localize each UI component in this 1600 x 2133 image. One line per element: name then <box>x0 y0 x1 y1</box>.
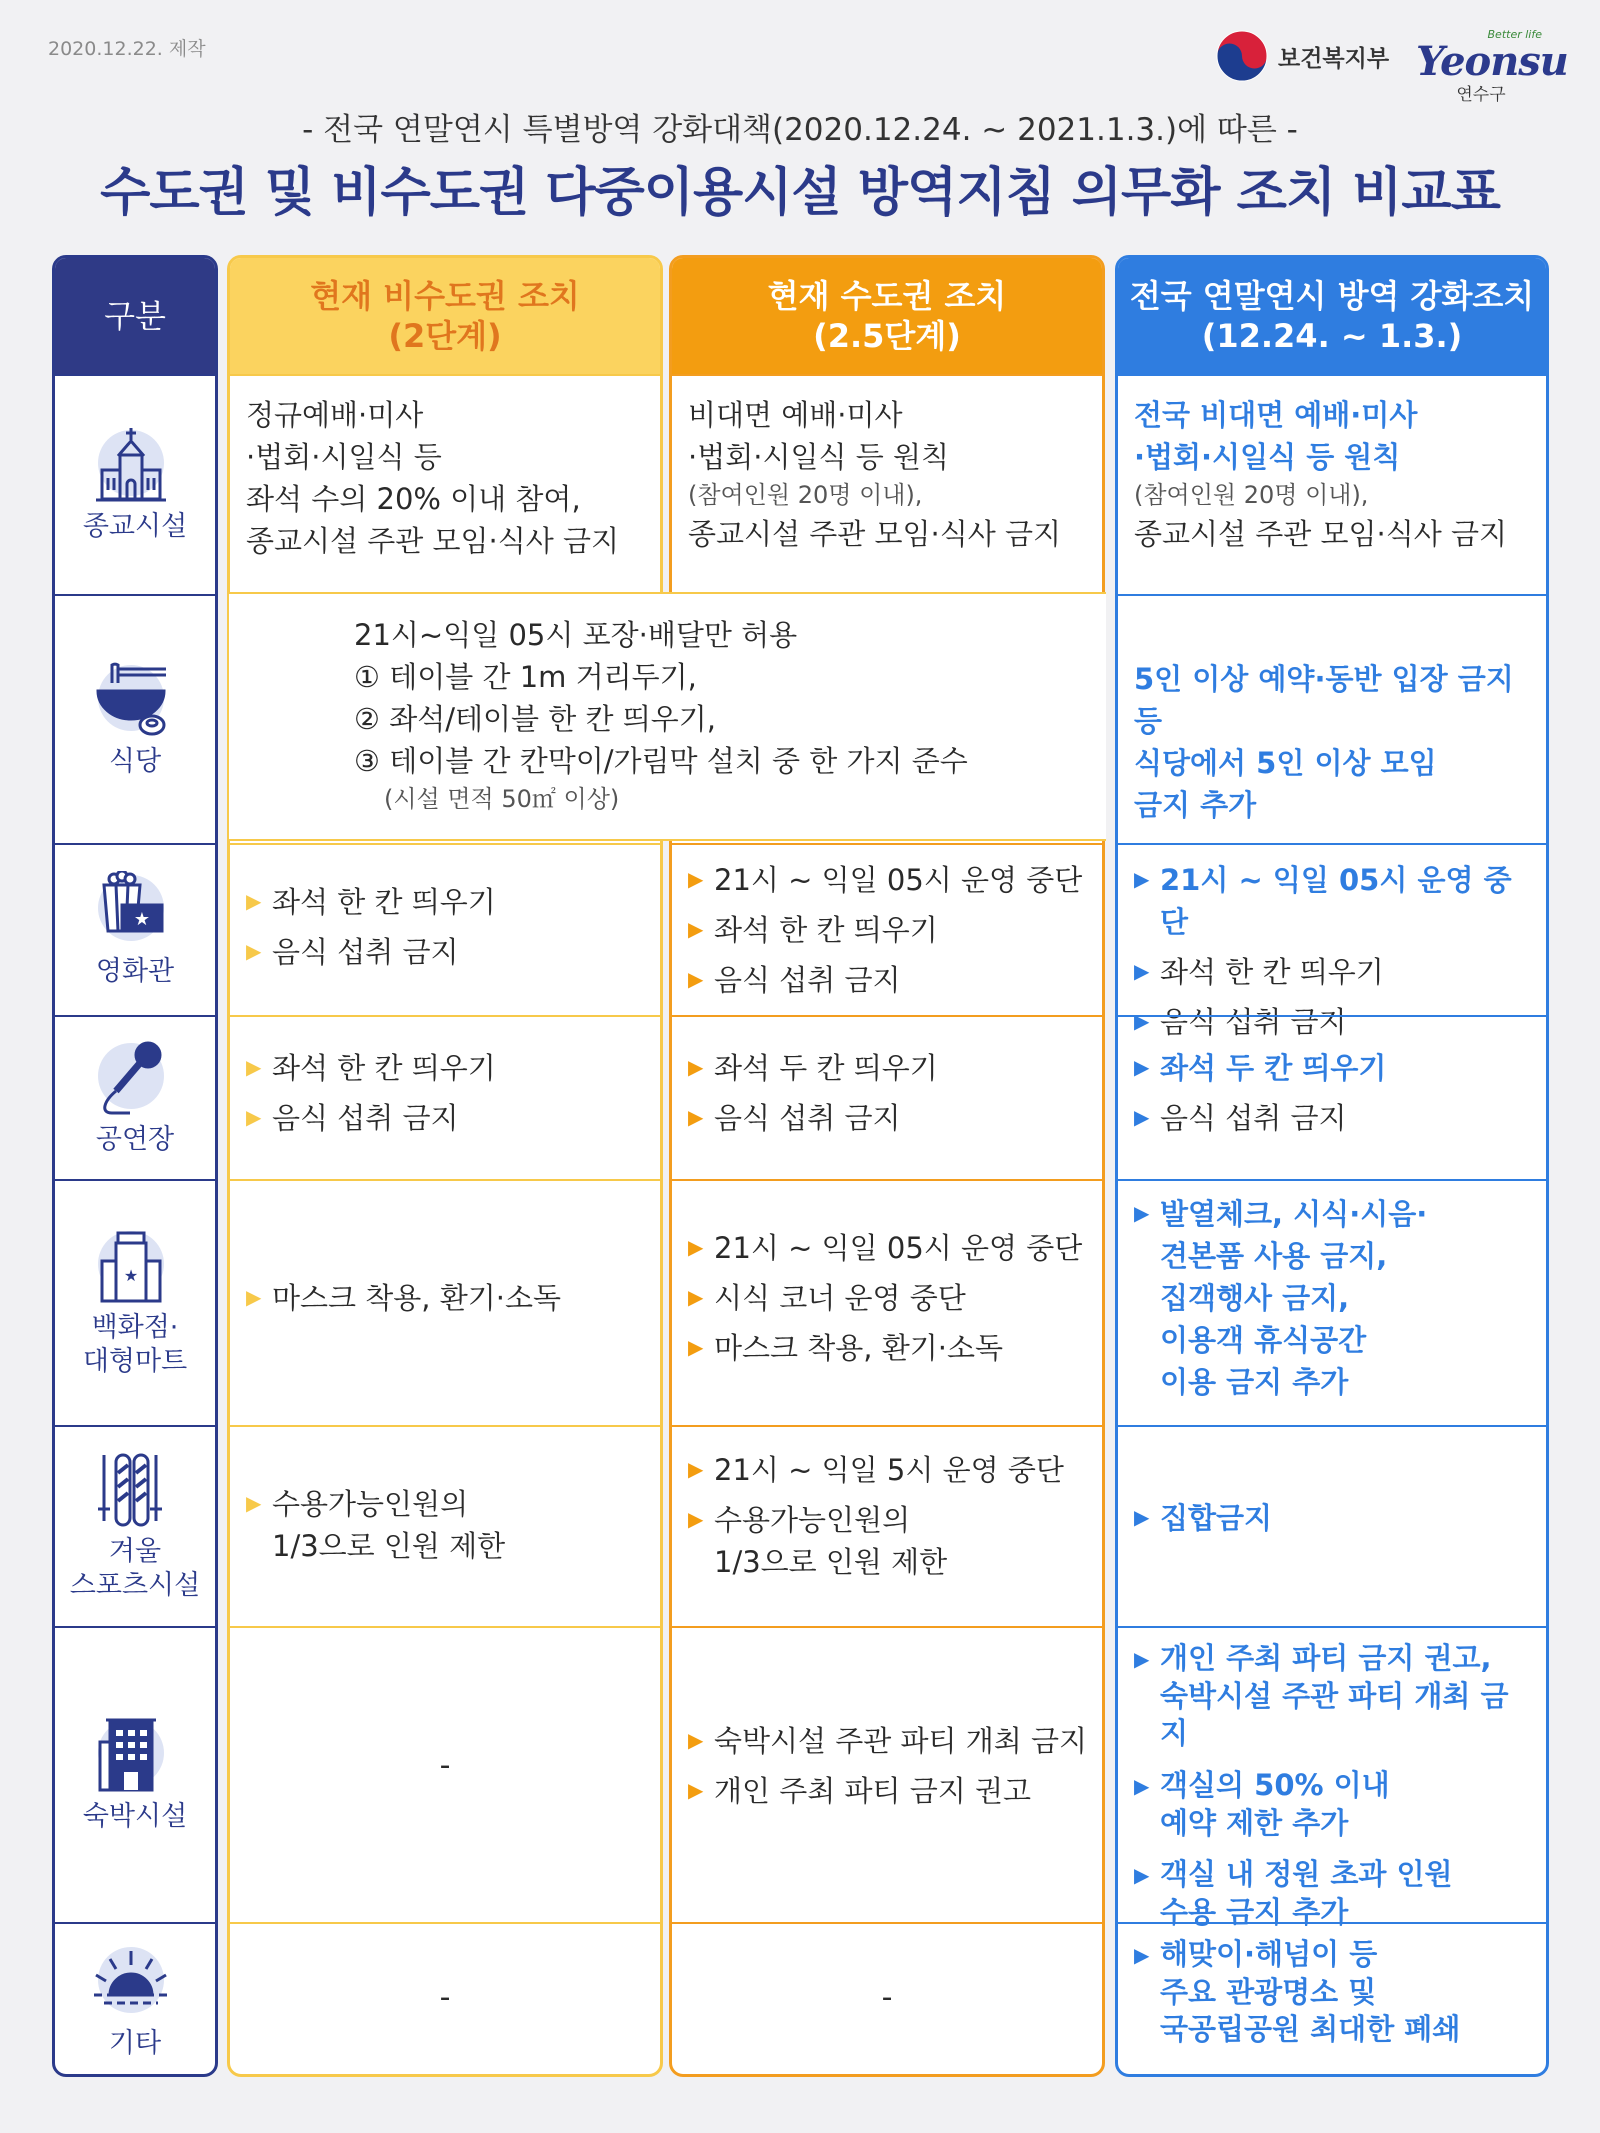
capital-religion-line: 종교시설 주관 모임·식사 금지 <box>688 516 1062 551</box>
noncapital-religion-line: 종교시설 주관 모임·식사 금지 <box>246 524 620 559</box>
capital-etc-cell <box>672 1922 1102 2077</box>
list-item-text: 21시 ~ 익일 05시 운영 중단 <box>714 1231 1083 1265</box>
noncapital-header-line2: (2단계) <box>388 317 502 355</box>
holiday-department-cell <box>1118 1179 1546 1425</box>
logos <box>1216 26 1568 105</box>
empty-dash: - <box>881 1980 893 2015</box>
list-item: ▶ 음식 섭취 금지 <box>1134 1001 1534 1043</box>
capital-header-line1: 현재 수도권 조치 <box>767 277 1007 315</box>
row-label-winter-text <box>70 1535 200 1603</box>
noncapital-etc-cell <box>230 1922 660 2077</box>
list-item-text <box>1160 1856 1453 1931</box>
list-item: ▶ 21시 ~ 익일 05시 운영 중단 <box>688 859 1090 901</box>
dept-holiday-line: 집객행사 금지, <box>1160 1281 1350 1316</box>
capital-religion-line: (참여인원 20명 이내), <box>688 481 923 510</box>
noncapital-religion-line: 좌석 수의 20% 이내 참여, <box>246 482 581 517</box>
holiday-religion-line: 종교시설 주관 모임·식사 금지 <box>1134 516 1508 551</box>
list-item-text: 좌석 한 칸 띄우기 <box>272 1051 496 1085</box>
list-item-text: 21시 ~ 익일 5시 운영 중단 <box>714 1453 1064 1487</box>
holiday-religion-line: (참여인원 20명 이내), <box>1134 481 1369 510</box>
row-label-restaurant-text: 식당 <box>108 745 162 777</box>
list-item-text <box>714 1499 947 1583</box>
list-item: ▶ 좌석 한 칸 띄우기 <box>246 881 648 923</box>
list-item: ▶ 수용가능인원의 1/3으로 인원 제한 <box>246 1483 648 1567</box>
winter-capital-line2: 1/3으로 인원 제한 <box>714 1545 948 1580</box>
list-item: ▶ 개인 주최 파티 금지 권고 <box>688 1770 1090 1812</box>
list-item: ▶ 음식 섭취 금지 <box>1134 1097 1534 1139</box>
svg-text:★: ★ <box>133 909 151 931</box>
list-item: ▶ 마스크 착용, 환기·소독 <box>246 1277 648 1319</box>
row-label-theater <box>55 1015 215 1179</box>
list-item: ▶ 숙박시설 주관 파티 개최 금지 <box>688 1720 1090 1762</box>
etc-holiday-line: 주요 관광명소 및 <box>1160 1974 1377 2009</box>
list-item-text <box>272 1483 505 1567</box>
list-item-text: 음식 섭취 금지 <box>714 963 901 998</box>
holiday-header-line1: 전국 연말연시 방역 강화조치 <box>1129 277 1535 315</box>
row-label-cinema <box>55 843 215 1015</box>
list-item-text: 21시 ~ 익일 05시 운영 중단 <box>714 863 1083 897</box>
yeonsu-gu-label: 연수구 <box>1456 85 1506 105</box>
holiday-winter-cell <box>1118 1425 1546 1626</box>
sunrise-icon <box>90 1943 180 2023</box>
capital-column <box>669 255 1105 2077</box>
list-item: ▶ 음식 섭취 금지 <box>688 959 1090 1001</box>
page-title: 수도권 및 비수도권 다중이용시설 방역지침 의무화 조치 비교표 <box>100 163 1500 223</box>
row-label-restaurant <box>55 594 215 843</box>
capital-religion-cell <box>672 374 1102 594</box>
restaurant-line: ③ 테이블 간 칸막이/가림막 설치 중 한 가지 준수 <box>354 744 968 779</box>
svg-text:★: ★ <box>123 1266 139 1286</box>
holiday-religion-line: ·법회·시일식 등 원칙 <box>1134 440 1401 475</box>
restaurant-line: ② 좌석/테이블 한 칸 띄우기, <box>354 702 717 737</box>
list-item: ▶ 발열체크, 시식·시음· 견본품 사용 금지, 집객행사 금지, 이용객 휴식공간 이용 금지 추가 <box>1134 1193 1534 1403</box>
list-item-text: 음식 섭취 금지 <box>1160 1101 1347 1136</box>
noncapital-header <box>230 258 660 374</box>
list-item: ▶ 좌석 한 칸 띄우기 <box>246 1047 648 1089</box>
row-label-department <box>55 1179 215 1425</box>
list-item-text: 음식 섭취 금지 <box>272 1101 459 1136</box>
subtitle: - 전국 연말연시 특별방역 강화대책(2020.12.24. ~ 2021.1.3.)에 따른 - <box>302 112 1298 148</box>
list-item: ▶ 개인 주최 파티 금지 권고, 숙박시설 주관 파티 개최 금지 <box>1134 1640 1534 1753</box>
holiday-restaurant-cell <box>1118 594 1546 843</box>
list-item: ▶ 음식 섭취 금지 <box>246 931 648 973</box>
list-item: ▶ 마스크 착용, 환기·소독 <box>688 1327 1090 1369</box>
list-item-text: 개인 주최 파티 금지 권고 <box>714 1774 1032 1809</box>
list-item-text: 마스크 착용, 환기·소독 <box>714 1331 1003 1366</box>
list-item-text: 좌석 두 칸 띄우기 <box>1160 1051 1387 1085</box>
row-label-department-text <box>83 1311 187 1379</box>
list-item-text: 숙박시설 주관 파티 개최 금지 <box>714 1724 1088 1758</box>
row-label-theater-text: 공연장 <box>95 1124 175 1156</box>
hotel-icon <box>90 1716 180 1796</box>
dept-holiday-line: 발열체크, 시식·시음· <box>1160 1197 1428 1231</box>
list-item-text <box>1160 1936 1460 2049</box>
holiday-etc-cell <box>1118 1922 1546 2077</box>
lodging-holiday-line: 예약 제한 추가 <box>1160 1805 1349 1840</box>
capital-header <box>672 258 1102 374</box>
empty-dash: - <box>439 1980 451 2015</box>
list-item: ▶ 21시 ~ 익일 05시 운영 중단 <box>688 1227 1090 1269</box>
row-label-religion-text: 종교시설 <box>82 511 188 543</box>
list-item: ▶ 음식 섭취 금지 <box>688 1097 1090 1139</box>
lodging-holiday-line: 숙박시설 주관 파티 개최 금지 <box>1160 1678 1509 1751</box>
microphone-icon <box>90 1039 180 1119</box>
holiday-column <box>1115 255 1549 2077</box>
list-item: ▶ 좌석 한 칸 띄우기 <box>1134 951 1534 993</box>
lodging-holiday-line: 수용 금지 추가 <box>1160 1895 1349 1930</box>
row-label-lodging <box>55 1626 215 1922</box>
noncapital-cinema-cell <box>230 843 660 1015</box>
taegeuk-icon <box>1216 30 1268 82</box>
list-item-text: 좌석 한 칸 띄우기 <box>1160 955 1384 990</box>
restaurant-note: (시설 면적 50㎡ 이상) <box>384 785 620 814</box>
etc-holiday-line: 해맞이·해넘이 등 <box>1160 1937 1378 1971</box>
list-item: ▶ 좌석 두 칸 띄우기 <box>1134 1047 1534 1089</box>
yeonsu-wordmark: Yeonsu <box>1416 38 1568 85</box>
list-item-text: 마스크 착용, 환기·소독 <box>272 1281 561 1315</box>
list-item: ▶ 21시 ~ 익일 5시 운영 중단 <box>688 1449 1090 1491</box>
list-item: ▶ 객실 내 정원 초과 인원 수용 금지 추가 <box>1134 1856 1534 1931</box>
restaurant-line: 21시~익일 05시 포장·배달만 허용 <box>354 618 798 652</box>
list-item-text: 집합금지 <box>1160 1501 1273 1535</box>
row-label-etc <box>55 1922 215 2077</box>
capital-header-line2: (2.5단계) <box>813 317 961 355</box>
yeonsu-logo <box>1416 26 1568 105</box>
holiday-religion-line: 전국 비대면 예배·미사 <box>1134 398 1418 432</box>
list-item: ▶ 21시 ~ 익일 05시 운영 중단 <box>1134 859 1534 943</box>
list-item-text: 음식 섭취 금지 <box>1160 1005 1347 1040</box>
list-item: ▶ 해맞이·해넘이 등 주요 관광명소 및 국공립공원 최대한 폐쇄 <box>1134 1936 1534 2049</box>
holiday-lodging-cell <box>1118 1626 1546 1930</box>
restaurant-line: ① 테이블 간 1m 거리두기, <box>354 660 697 695</box>
list-item: ▶ 좌석 두 칸 띄우기 <box>688 1047 1090 1089</box>
noncapital-lodging-cell <box>230 1626 660 1922</box>
ministry-logo <box>1216 30 1389 82</box>
list-item: ▶ 좌석 한 칸 띄우기 <box>688 909 1090 951</box>
lodging-holiday-line: 객실 내 정원 초과 인원 <box>1160 1857 1453 1892</box>
winter-noncapital-line1: 수용가능인원의 <box>272 1487 469 1521</box>
capital-lodging-cell <box>672 1626 1102 1922</box>
holiday-header-line2: (12.24. ~ 1.3.) <box>1201 317 1463 355</box>
list-item: ▶ 시식 코너 운영 중단 <box>688 1277 1090 1319</box>
list-item-text: 좌석 두 칸 띄우기 <box>714 1051 938 1085</box>
ski-icon <box>90 1451 180 1531</box>
list-item-text <box>1160 1193 1427 1403</box>
noodle-bowl-icon <box>90 661 180 741</box>
empty-dash: - <box>439 1748 451 1783</box>
holiday-religion-cell <box>1118 374 1546 594</box>
list-item-text: 좌석 한 칸 띄우기 <box>714 913 938 948</box>
capital-department-cell <box>672 1179 1102 1425</box>
capital-religion-line: ·법회·시일식 등 원칙 <box>688 440 949 475</box>
row-label-department-line2: 대형마트 <box>82 1346 188 1377</box>
holiday-header <box>1118 258 1546 374</box>
ministry-name: 보건복지부 <box>1278 45 1390 72</box>
row-label-lodging-text: 숙박시설 <box>82 1801 188 1833</box>
noncapital-department-cell <box>230 1179 660 1425</box>
row-label-cinema-text: 영화관 <box>95 956 175 988</box>
capital-cinema-cell <box>672 843 1102 1015</box>
category-column <box>52 255 218 2077</box>
capital-theater-cell <box>672 1015 1102 1179</box>
lodging-holiday-line: 개인 주최 파티 금지 권고, <box>1160 1641 1492 1675</box>
list-item-text: 시식 코너 운영 중단 <box>714 1281 966 1316</box>
list-item: ▶ 집합금지 <box>1134 1497 1534 1539</box>
holiday-restaurant-line: 식당에서 5인 이상 모임 <box>1134 746 1437 781</box>
church-icon <box>90 426 180 506</box>
row-label-winter <box>55 1425 215 1626</box>
winter-capital-line1: 수용가능인원의 <box>714 1503 911 1538</box>
row-label-department-line1: 백화점· <box>91 1312 179 1344</box>
holiday-restaurant-line: 5인 이상 예약·동반 입장 금지 등 <box>1134 662 1514 739</box>
noncapital-column <box>227 255 663 2077</box>
list-item-text <box>1160 1640 1534 1753</box>
noncapital-header-line1: 현재 비수도권 조치 <box>310 277 580 315</box>
noncapital-theater-cell <box>230 1015 660 1179</box>
list-item-text: 음식 섭취 금지 <box>272 935 459 970</box>
category-header-label: 구분 <box>104 297 166 335</box>
noncapital-religion-cell <box>230 374 660 594</box>
holiday-cinema-cell <box>1118 843 1546 1040</box>
noncapital-winter-cell <box>230 1425 660 1626</box>
list-item-text: 21시 ~ 익일 05시 운영 중단 <box>1160 863 1512 940</box>
list-item: ▶ 수용가능인원의 1/3으로 인원 제한 <box>688 1499 1090 1583</box>
noncapital-religion-line: 정규예배·미사 <box>246 398 424 432</box>
department-store-icon <box>90 1227 180 1307</box>
etc-holiday-line: 국공립공원 최대한 폐쇄 <box>1160 2012 1461 2047</box>
dept-holiday-line: 견본품 사용 금지, <box>1160 1239 1388 1274</box>
restaurant-merged-cell <box>229 592 1106 841</box>
list-item: ▶ 음식 섭취 금지 <box>246 1097 648 1139</box>
row-label-religion <box>55 374 215 594</box>
list-item-text: 음식 섭취 금지 <box>714 1101 901 1136</box>
list-item-text <box>1160 1767 1390 1842</box>
dept-holiday-line: 이용 금지 추가 <box>1160 1365 1349 1400</box>
dept-holiday-line: 이용객 휴식공간 <box>1160 1323 1367 1358</box>
lodging-holiday-line: 객실의 50% 이내 <box>1160 1768 1390 1803</box>
list-item-text: 좌석 한 칸 띄우기 <box>272 885 496 919</box>
yeonsu-tagline: Better life <box>1487 28 1542 41</box>
noncapital-religion-line: ·법회·시일식 등 <box>246 440 442 475</box>
list-item: ▶ 객실의 50% 이내 예약 제한 추가 <box>1134 1767 1534 1842</box>
row-label-winter-line1: 겨울 <box>108 1535 162 1567</box>
creation-date: 2020.12.22. 제작 <box>48 38 206 60</box>
row-label-etc-text: 기타 <box>108 2028 162 2060</box>
capital-winter-cell <box>672 1425 1102 1626</box>
row-label-winter-line2: 스포츠시설 <box>69 1569 201 1601</box>
category-header <box>55 258 215 374</box>
popcorn-ticket-icon <box>90 871 180 951</box>
holiday-restaurant-line: 금지 추가 <box>1134 788 1257 823</box>
holiday-theater-cell <box>1118 1015 1546 1179</box>
capital-religion-line: 비대면 예배·미사 <box>688 398 903 432</box>
winter-noncapital-line2: 1/3으로 인원 제한 <box>272 1529 506 1564</box>
